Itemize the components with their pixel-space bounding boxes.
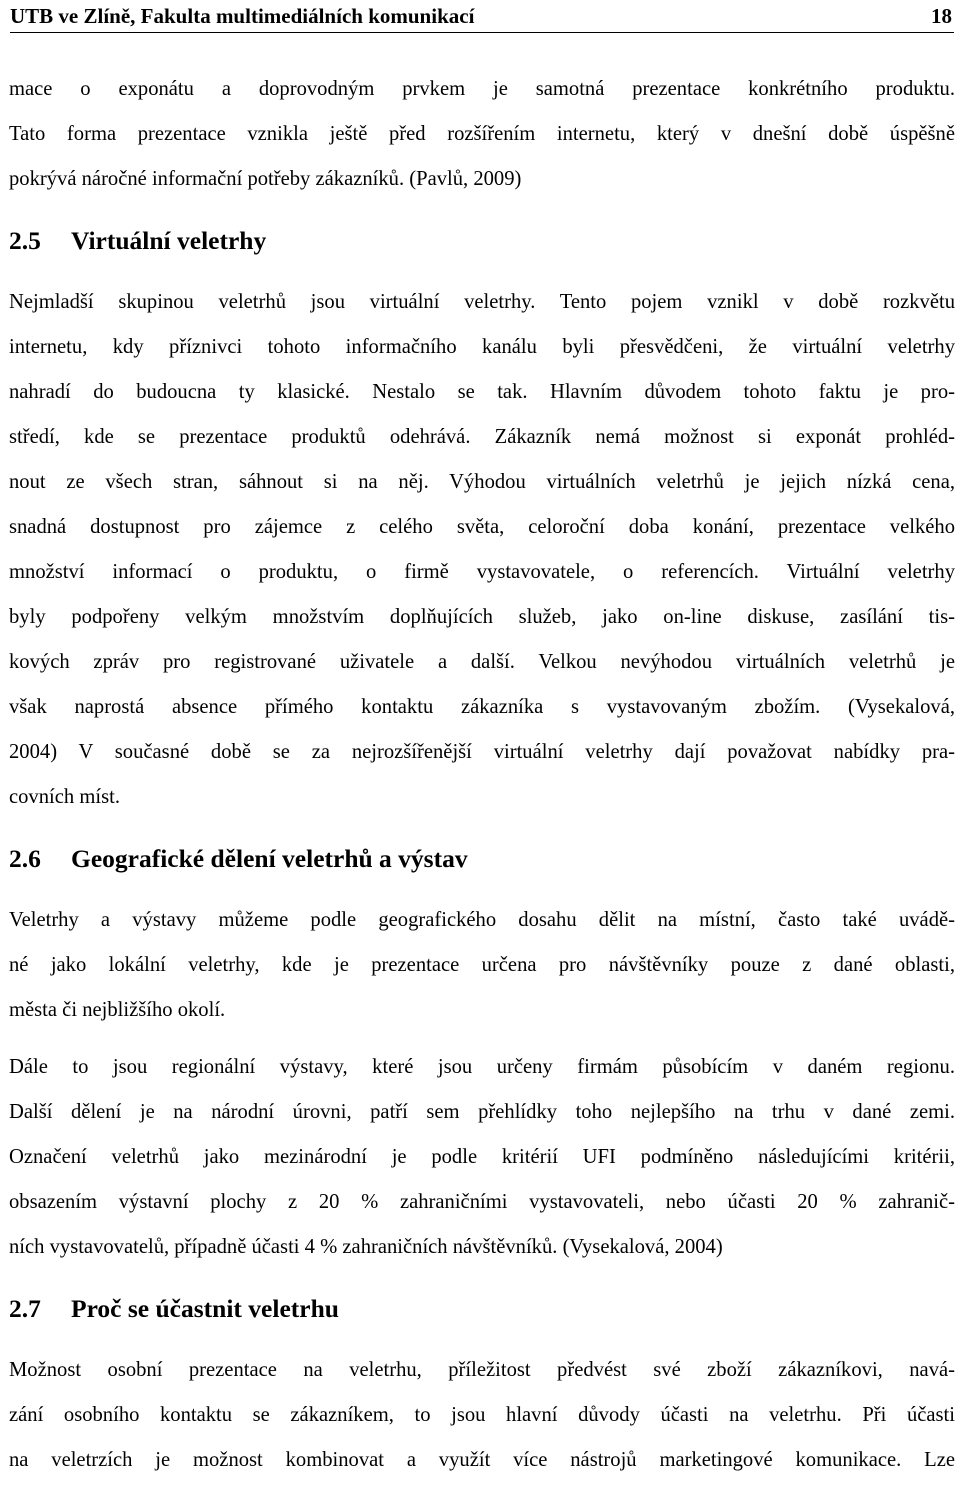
page-header (10, 0, 954, 33)
paragraph-gap (9, 1033, 955, 1045)
text-line: však naprostá absence přímého kontaktu zákazníka s vystavovaným zbožím. (Vysekalová, (9, 696, 955, 718)
text-line: na veletrzích je možnost kombinovat a využít více nástrojů marketingové komunikace. Lze (9, 1449, 955, 1471)
header-title: UTB ve Zlíně, Fakulta multimediálních komunikací (10, 3, 475, 28)
section-heading (9, 1270, 955, 1348)
text-line: Tato forma prezentace vznikla ještě před rozšířením internetu, který v dnešní době úspěšně (9, 123, 955, 145)
section-heading (9, 202, 955, 280)
text-line: Veletrhy a výstavy můžeme podle geografického dosahu dělit na místní, často také uvádě- (9, 909, 955, 931)
text-line: mace o exponátu a doprovodným prvkem je samotná prezentace konkrétního produktu. (9, 78, 955, 100)
text-line: covních míst. (9, 786, 120, 808)
text-line: obsazením výstavní plochy z 20 % zahraničními vystavovateli, nebo účasti 20 % zahranič- (9, 1191, 955, 1213)
text-line: né jako lokální veletrhy, kde je prezentace určena pro návštěvníky pouze z dané oblasti, (9, 954, 955, 976)
section-title: Proč se účastnit veletrhu (71, 1294, 339, 1323)
text-line: zání osobního kontaktu se zákazníkem, to jsou hlavní důvody účasti na veletrhu. Při účasti (9, 1404, 955, 1426)
text-line: nout ze všech stran, sáhnout si na něj. Výhodou virtuálních veletrhů je jejich nízká cena, (9, 471, 955, 493)
text-line: 2004) V současné době se za nejrozšířenější virtuální veletrhy dají považovat nabídky pra- (9, 741, 955, 763)
section-title: Geografické dělení veletrhů a výstav (71, 844, 468, 873)
text-line: Označení veletrhů jako mezinárodní je podle kritérií UFI podmíněno následujícími kritérii, (9, 1146, 955, 1168)
text-line: Další dělení je na národní úrovni, patří sem přehlídky toho nejlepšího na trhu v dané zemi. (9, 1101, 955, 1123)
section-number: 2.7 (9, 1294, 41, 1323)
text-line: nahradí do budoucna ty klasické. Nestalo se tak. Hlavním důvodem tohoto faktu je pro- (9, 381, 955, 403)
section-heading (9, 820, 955, 898)
text-line: internetu, kdy příznivci tohoto informačního kanálu byli přesvědčeni, že virtuální veletrhy (9, 336, 955, 358)
text-line: pokrývá náročné informační potřeby zákazníků. (Pavlů, 2009) (9, 168, 522, 190)
text-line: byly podpořeny velkým množstvím doplňujících služeb, jako on-line diskuse, zasílání tis- (9, 606, 955, 628)
text-line: Dále to jsou regionální výstavy, které jsou určeny firmám působícím v daném regionu. (9, 1056, 955, 1078)
text-line: ních vystavovatelů, případně účasti 4 % zahraničních návštěvníků. (Vysekalová, 2004) (9, 1236, 723, 1258)
section-number: 2.6 (9, 844, 41, 873)
text-line: kových zpráv pro registrované uživatele a další. Velkou nevýhodou virtuálních veletrhů je (9, 651, 955, 673)
section-title: Virtuální veletrhy (71, 226, 267, 255)
text-line: středí, kde se prezentace produktů odehrává. Zákazník nemá možnost si exponát prohléd- (9, 426, 955, 448)
text-line: města či nejbližšího okolí. (9, 999, 226, 1021)
document-body (9, 67, 955, 1483)
text-line: Možnost osobní prezentace na veletrhu, příležitost předvést své zboží zákazníkovi, navá- (9, 1359, 955, 1381)
section-number: 2.5 (9, 226, 41, 255)
text-line: množství informací o produktu, o firmě vystavovatele, o referencích. Virtuální veletrhy (9, 561, 955, 583)
page-number: 18 (931, 3, 952, 28)
text-line: snadná dostupnost pro zájemce z celého světa, celoroční doba konání, prezentace velkého (9, 516, 955, 538)
text-line: Nejmladší skupinou veletrhů jsou virtuální veletrhy. Tento pojem vznikl v době rozkvětu (9, 291, 955, 313)
